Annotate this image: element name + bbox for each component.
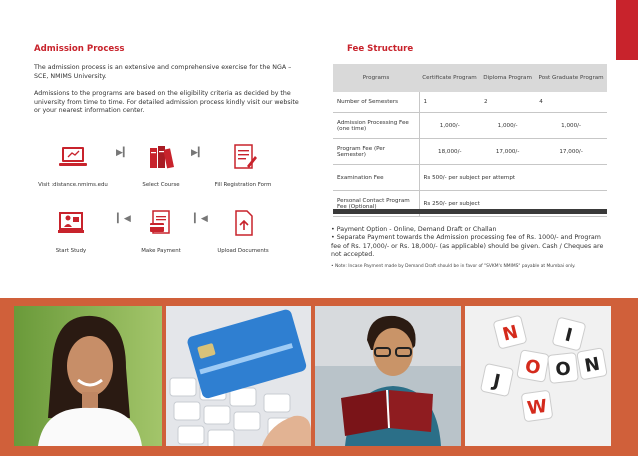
upload-documents-icon	[228, 208, 258, 238]
cell: 4	[535, 92, 607, 113]
admission-intro-text: The admission process is an extensive and comprehensive exercise for the NGA – SCE, NMIMS University.	[34, 64, 292, 80]
arrow-right-icon: ▶▎	[191, 148, 205, 158]
laptop-icon	[58, 142, 88, 172]
fee-structure-heading: Fee Structure	[347, 44, 414, 54]
merged-cell: Rs 250/- per subject	[419, 191, 607, 217]
letter-block: N	[582, 353, 602, 377]
study-icon	[56, 208, 86, 238]
merged-cell: Rs 500/- per subject per attempt	[419, 165, 607, 191]
join-now-blocks-image	[465, 306, 611, 446]
letter-block: I	[562, 324, 575, 347]
row-label: Personal Contact Program Fee (Optional)	[333, 191, 419, 217]
man-reading-book-image	[315, 306, 461, 446]
letter-block: N	[500, 321, 521, 346]
cell: 17,000/-	[535, 139, 607, 165]
student-photo	[14, 306, 162, 446]
table-bottom-bar	[333, 209, 607, 214]
admission-process-heading: Admission Process	[34, 44, 125, 54]
header-post-graduate: Post Graduate Program	[535, 64, 607, 92]
arrow-left-icon: ▎◀	[194, 214, 208, 224]
table-row	[333, 113, 607, 139]
step-label: Fill Registration Form	[214, 182, 272, 188]
header-programs: Programs	[333, 64, 419, 92]
letter-block: W	[525, 395, 549, 420]
cell: 18,000/-	[419, 139, 480, 165]
letter-block: J	[491, 370, 503, 393]
cell: 1	[419, 92, 480, 113]
cell: 17,000/-	[480, 139, 535, 165]
books-icon	[146, 142, 176, 172]
step-fill-form	[198, 142, 288, 188]
letter-block: O	[523, 355, 543, 380]
row-label: Admission Processing Fee (one time)	[333, 113, 419, 139]
step-start-study	[26, 208, 116, 254]
payment-icon	[146, 208, 176, 238]
row-label: Number of Semesters	[333, 92, 419, 113]
bullet-payment-option: • Payment Option - Online, Demand Draft or Challan	[331, 226, 497, 233]
header-diploma: Diploma Program	[480, 64, 535, 92]
online-payment-photo	[166, 306, 311, 446]
join-now-photo	[465, 306, 611, 446]
cell: 2	[480, 92, 535, 113]
arrow-left-icon: ▎◀	[117, 214, 131, 224]
form-icon	[228, 142, 258, 172]
cell: 1,000/-	[480, 113, 535, 139]
fee-table-header	[333, 64, 607, 92]
cell: 1,000/-	[419, 113, 480, 139]
fee-table	[333, 64, 607, 217]
step-label: Make Payment	[141, 248, 181, 254]
smiling-woman-image	[14, 306, 162, 446]
letter-block: O	[554, 358, 572, 381]
admission-criteria-text: Admissions to the programs are based on the eligibility criteria as decided by the university from time to time. For detailed admission process kindly visit our website or your nearest information center.	[34, 90, 299, 115]
row-label: Examination Fee	[333, 165, 419, 191]
cell: 1,000/-	[535, 113, 607, 139]
step-upload-documents	[198, 208, 288, 254]
step-label: Select Course	[142, 182, 180, 188]
corner-decoration	[616, 0, 638, 60]
bullet-separate-payment: • Separate Payment towards the Admission processing fee of Rs. 1000/- and Program fee of Rs. 17,000/- or Rs. 18,000/- (as applicable) should be given. Cash / Cheques are not accepted.	[331, 234, 604, 259]
table-row	[333, 139, 607, 165]
step-label: Upload Documents	[217, 248, 269, 254]
step-label: Visit :distance.nmims.edu	[38, 182, 108, 188]
table-row	[333, 92, 607, 113]
step-make-payment	[116, 208, 206, 254]
step-label: Start Study	[55, 248, 87, 254]
payment-notes	[331, 226, 611, 260]
demand-draft-note: • Note: Incase Payment made by Demand Draft should be in favor of "SVKM's NMIMS" payable at Mumbai only.	[331, 264, 576, 269]
row-label: Program Fee (Per Semester)	[333, 139, 419, 165]
header-certificate: Certificate Program	[419, 64, 480, 92]
keyboard-credit-card-image	[166, 306, 311, 446]
step-visit-website	[28, 142, 118, 188]
arrow-right-icon: ▶▎	[116, 148, 130, 158]
table-row	[333, 165, 607, 191]
reading-student-photo	[315, 306, 461, 446]
